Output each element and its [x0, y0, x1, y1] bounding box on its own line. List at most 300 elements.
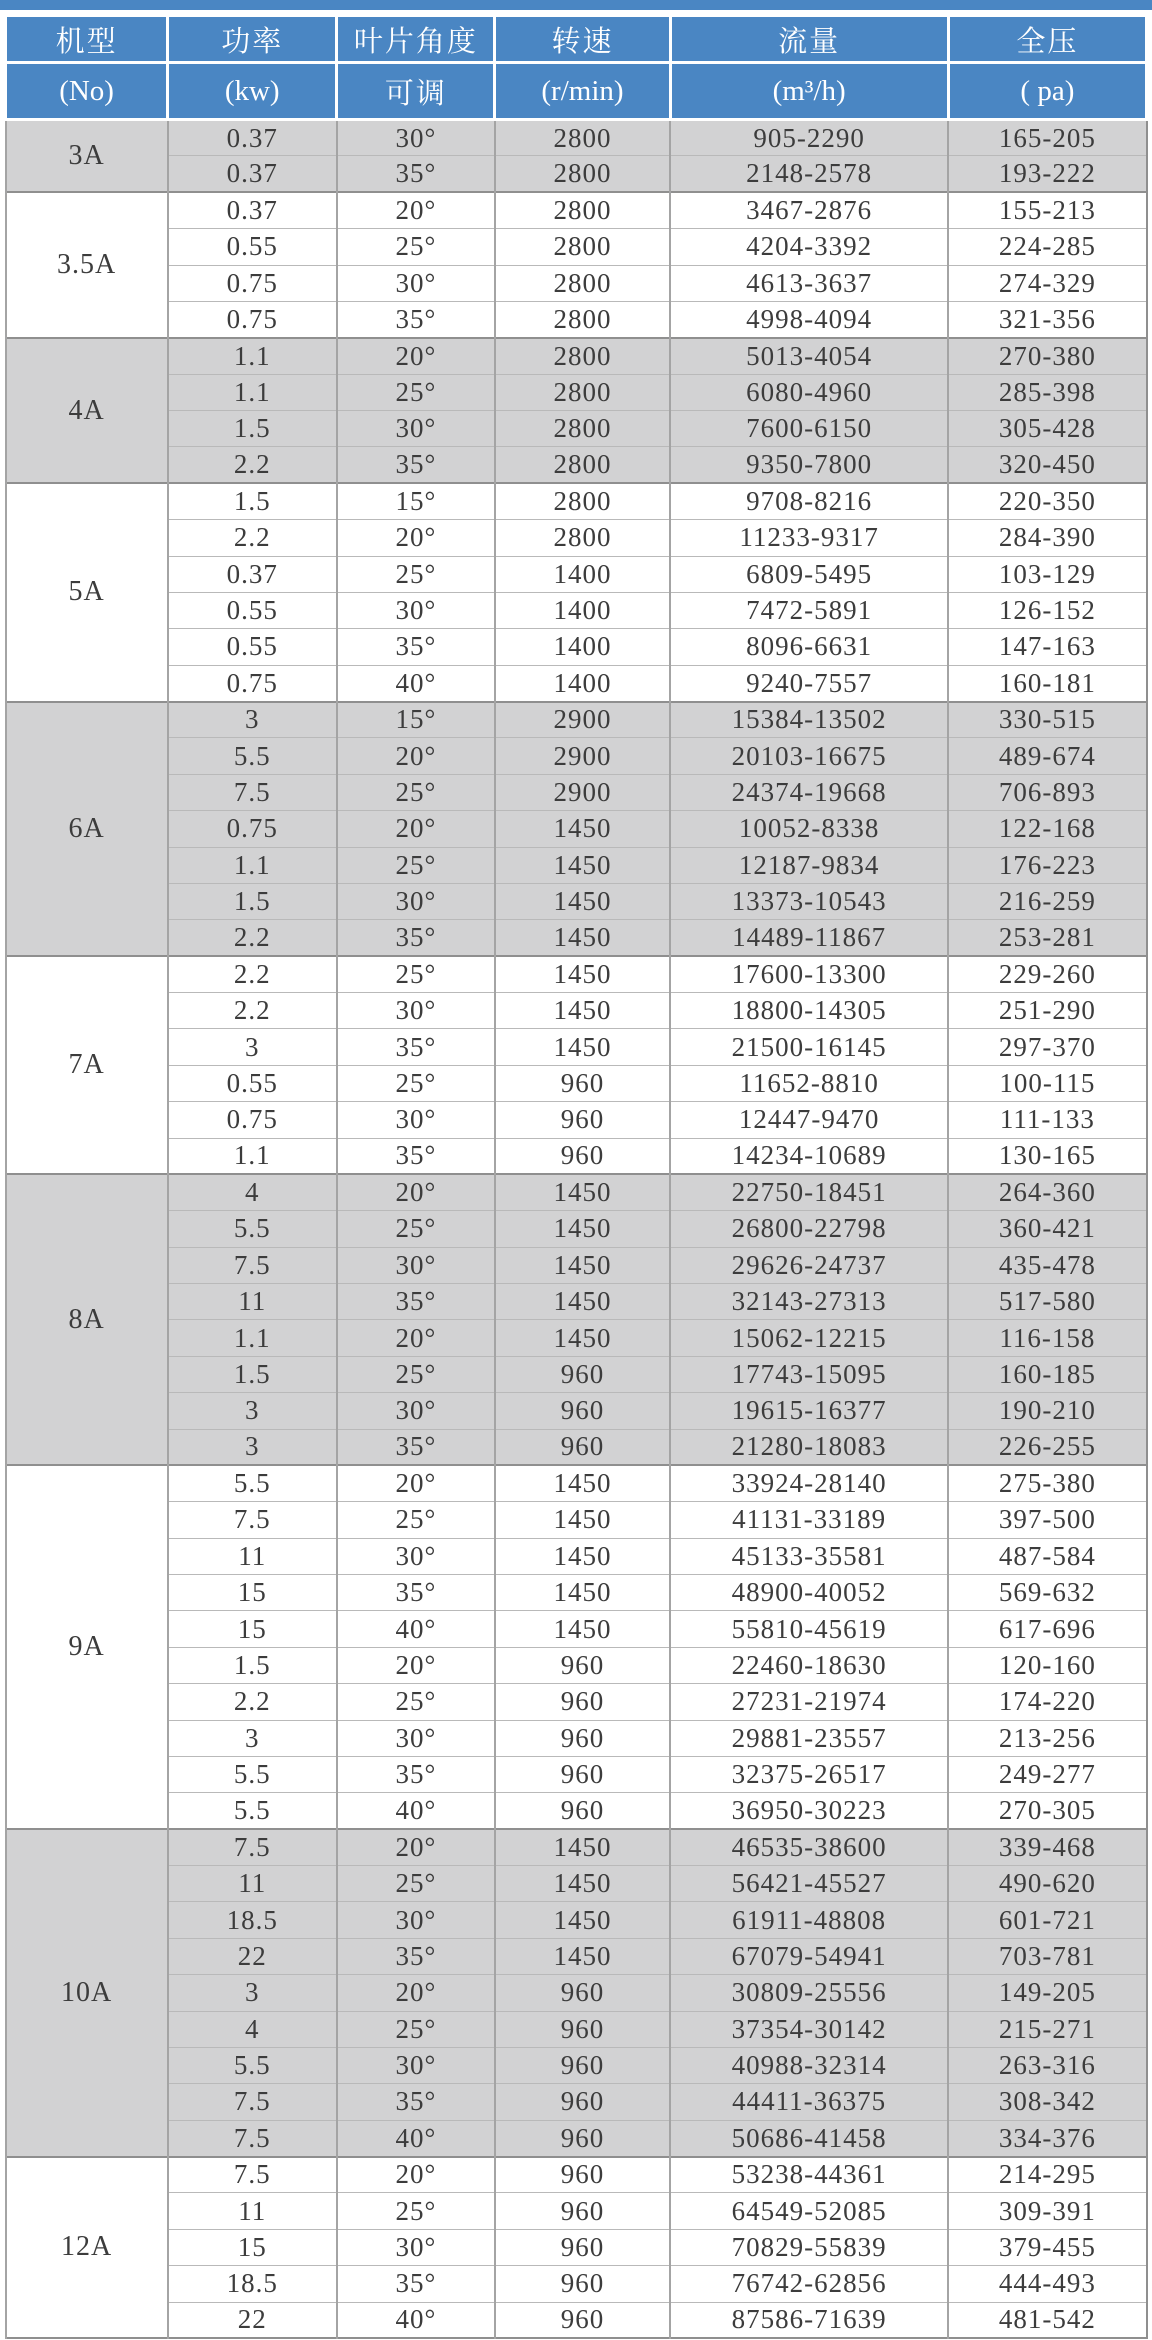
flow-cell: 4613-3637	[670, 265, 948, 301]
speed-cell: 960	[495, 1647, 670, 1683]
pressure-cell: 284-390	[948, 520, 1146, 556]
table-row	[6, 665, 1147, 701]
angle-cell: 35°	[337, 1575, 495, 1611]
angle-cell: 40°	[337, 2120, 495, 2156]
pressure-cell: 226-255	[948, 1429, 1146, 1465]
table-row	[6, 847, 1147, 883]
speed-cell: 960	[495, 2120, 670, 2156]
angle-cell: 35°	[337, 1756, 495, 1792]
speed-cell: 1450	[495, 1502, 670, 1538]
power-cell: 1.5	[168, 1647, 337, 1683]
pressure-cell: 224-285	[948, 229, 1146, 265]
speed-cell: 1450	[495, 1284, 670, 1320]
col-unit-pressure: ( pa)	[948, 63, 1146, 120]
flow-cell: 9240-7557	[670, 665, 948, 701]
pressure-cell: 444-493	[948, 2266, 1146, 2302]
power-cell: 1.1	[168, 374, 337, 410]
col-header-flow: 流量	[670, 16, 948, 63]
pressure-cell: 253-281	[948, 920, 1146, 956]
speed-cell: 1450	[495, 1465, 670, 1501]
speed-cell: 960	[495, 2084, 670, 2120]
power-cell: 7.5	[168, 2120, 337, 2156]
power-cell: 0.37	[168, 192, 337, 228]
model-cell: 8A	[6, 1174, 168, 1465]
angle-cell: 30°	[337, 1902, 495, 1938]
flow-cell: 7600-6150	[670, 411, 948, 447]
angle-cell: 35°	[337, 1029, 495, 1065]
flow-cell: 67079-54941	[670, 1938, 948, 1974]
table-row	[6, 1647, 1147, 1683]
angle-cell: 35°	[337, 920, 495, 956]
table-row	[6, 1611, 1147, 1647]
pressure-cell: 263-316	[948, 2047, 1146, 2083]
model-cell: 7A	[6, 956, 168, 1174]
power-cell: 3	[168, 1975, 337, 2011]
col-unit-model: (No)	[6, 63, 168, 120]
speed-cell: 960	[495, 2302, 670, 2338]
pressure-cell: 308-342	[948, 2084, 1146, 2120]
speed-cell: 1400	[495, 592, 670, 628]
angle-cell: 40°	[337, 1793, 495, 1829]
pressure-cell: 334-376	[948, 2120, 1146, 2156]
power-cell: 0.75	[168, 665, 337, 701]
table-row	[6, 1065, 1147, 1101]
speed-cell: 960	[495, 2266, 670, 2302]
table-row	[6, 1138, 1147, 1174]
power-cell: 3	[168, 1720, 337, 1756]
power-cell: 1.1	[168, 338, 337, 374]
pressure-cell: 165-205	[948, 120, 1146, 156]
pressure-cell: 190-210	[948, 1393, 1146, 1429]
angle-cell: 35°	[337, 1938, 495, 1974]
flow-cell: 20103-16675	[670, 738, 948, 774]
angle-cell: 15°	[337, 483, 495, 519]
speed-cell: 1450	[495, 956, 670, 992]
power-cell: 1.5	[168, 411, 337, 447]
speed-cell: 1400	[495, 556, 670, 592]
flow-cell: 29626-24737	[670, 1247, 948, 1283]
power-cell: 22	[168, 2302, 337, 2338]
speed-cell: 1400	[495, 665, 670, 701]
power-cell: 0.55	[168, 229, 337, 265]
angle-cell: 25°	[337, 1065, 495, 1101]
flow-cell: 5013-4054	[670, 338, 948, 374]
angle-cell: 25°	[337, 956, 495, 992]
angle-cell: 30°	[337, 2229, 495, 2265]
table-row	[6, 702, 1147, 738]
model-cell: 6A	[6, 702, 168, 957]
speed-cell: 2800	[495, 374, 670, 410]
table-row	[6, 1174, 1147, 1210]
speed-cell: 960	[495, 2193, 670, 2229]
speed-cell: 960	[495, 1720, 670, 1756]
power-cell: 15	[168, 2229, 337, 2265]
table-row	[6, 1575, 1147, 1611]
power-cell: 0.55	[168, 629, 337, 665]
angle-cell: 30°	[337, 2047, 495, 2083]
table-row	[6, 2047, 1147, 2083]
angle-cell: 20°	[337, 1174, 495, 1210]
pressure-cell: 116-158	[948, 1320, 1146, 1356]
speed-cell: 960	[495, 2229, 670, 2265]
power-cell: 7.5	[168, 1829, 337, 1865]
angle-cell: 35°	[337, 2084, 495, 2120]
speed-cell: 1450	[495, 1611, 670, 1647]
speed-cell: 960	[495, 1793, 670, 1829]
model-cell: 9A	[6, 1465, 168, 1829]
power-cell: 0.37	[168, 556, 337, 592]
angle-cell: 20°	[337, 811, 495, 847]
table-row	[6, 1029, 1147, 1065]
power-cell: 7.5	[168, 1247, 337, 1283]
pressure-cell: 487-584	[948, 1538, 1146, 1574]
flow-cell: 9708-8216	[670, 483, 948, 519]
flow-cell: 36950-30223	[670, 1793, 948, 1829]
pressure-cell: 213-256	[948, 1720, 1146, 1756]
flow-cell: 11652-8810	[670, 1065, 948, 1101]
pressure-cell: 517-580	[948, 1284, 1146, 1320]
col-unit-angle: 可调	[337, 63, 495, 120]
power-cell: 7.5	[168, 2157, 337, 2193]
flow-cell: 11233-9317	[670, 520, 948, 556]
table-row	[6, 265, 1147, 301]
angle-cell: 20°	[337, 192, 495, 228]
flow-cell: 19615-16377	[670, 1393, 948, 1429]
pressure-cell: 481-542	[948, 2302, 1146, 2338]
speed-cell: 1450	[495, 1938, 670, 1974]
table-row	[6, 2193, 1147, 2229]
pressure-cell: 569-632	[948, 1575, 1146, 1611]
table-row	[6, 1684, 1147, 1720]
pressure-cell: 270-305	[948, 1793, 1146, 1829]
angle-cell: 15°	[337, 702, 495, 738]
power-cell: 5.5	[168, 738, 337, 774]
model-cell: 5A	[6, 483, 168, 701]
speed-cell: 1450	[495, 1029, 670, 1065]
pressure-cell: 176-223	[948, 847, 1146, 883]
flow-cell: 2148-2578	[670, 156, 948, 192]
speed-cell: 960	[495, 2047, 670, 2083]
angle-cell: 35°	[337, 1138, 495, 1174]
col-header-model: 机型	[6, 16, 168, 63]
table-header	[6, 16, 1147, 120]
speed-cell: 2800	[495, 301, 670, 337]
pressure-cell: 120-160	[948, 1647, 1146, 1683]
power-cell: 15	[168, 1611, 337, 1647]
pressure-cell: 264-360	[948, 1174, 1146, 1210]
table-row	[6, 1465, 1147, 1501]
flow-cell: 46535-38600	[670, 1829, 948, 1865]
col-header-speed: 转速	[495, 16, 670, 63]
flow-cell: 13373-10543	[670, 883, 948, 919]
power-cell: 7.5	[168, 774, 337, 810]
table-row	[6, 411, 1147, 447]
speed-cell: 2800	[495, 120, 670, 156]
flow-cell: 7472-5891	[670, 592, 948, 628]
angle-cell: 20°	[337, 1647, 495, 1683]
angle-cell: 30°	[337, 993, 495, 1029]
flow-cell: 12447-9470	[670, 1102, 948, 1138]
pressure-cell: 330-515	[948, 702, 1146, 738]
table-row	[6, 920, 1147, 956]
power-cell: 3	[168, 1029, 337, 1065]
power-cell: 0.55	[168, 592, 337, 628]
angle-cell: 30°	[337, 265, 495, 301]
flow-cell: 3467-2876	[670, 192, 948, 228]
power-cell: 11	[168, 2193, 337, 2229]
power-cell: 0.37	[168, 120, 337, 156]
pressure-cell: 490-620	[948, 1866, 1146, 1902]
power-cell: 4	[168, 2011, 337, 2047]
pressure-cell: 321-356	[948, 301, 1146, 337]
speed-cell: 1450	[495, 1575, 670, 1611]
power-cell: 0.75	[168, 811, 337, 847]
table-row	[6, 1538, 1147, 1574]
angle-cell: 25°	[337, 229, 495, 265]
angle-cell: 40°	[337, 665, 495, 701]
angle-cell: 35°	[337, 629, 495, 665]
angle-cell: 40°	[337, 1611, 495, 1647]
angle-cell: 20°	[337, 2157, 495, 2193]
flow-cell: 50686-41458	[670, 2120, 948, 2156]
flow-cell: 8096-6631	[670, 629, 948, 665]
speed-cell: 2800	[495, 338, 670, 374]
flow-cell: 29881-23557	[670, 1720, 948, 1756]
pressure-cell: 160-185	[948, 1356, 1146, 1392]
speed-cell: 2900	[495, 774, 670, 810]
table-row	[6, 229, 1147, 265]
pressure-cell: 174-220	[948, 1684, 1146, 1720]
power-cell: 5.5	[168, 1211, 337, 1247]
table-row	[6, 1829, 1147, 1865]
flow-cell: 41131-33189	[670, 1502, 948, 1538]
angle-cell: 35°	[337, 447, 495, 483]
flow-cell: 24374-19668	[670, 774, 948, 810]
angle-cell: 25°	[337, 1866, 495, 1902]
power-cell: 5.5	[168, 2047, 337, 2083]
model-cell: 4A	[6, 338, 168, 484]
power-cell: 11	[168, 1538, 337, 1574]
table-row	[6, 956, 1147, 992]
pressure-cell: 275-380	[948, 1465, 1146, 1501]
angle-cell: 35°	[337, 1284, 495, 1320]
table-row	[6, 1429, 1147, 1465]
speed-cell: 960	[495, 1393, 670, 1429]
flow-cell: 44411-36375	[670, 2084, 948, 2120]
speed-cell: 1450	[495, 920, 670, 956]
pressure-cell: 193-222	[948, 156, 1146, 192]
angle-cell: 40°	[337, 2302, 495, 2338]
angle-cell: 35°	[337, 156, 495, 192]
power-cell: 3	[168, 702, 337, 738]
pressure-cell: 130-165	[948, 1138, 1146, 1174]
col-unit-speed: (r/min)	[495, 63, 670, 120]
speed-cell: 960	[495, 1429, 670, 1465]
model-cell: 3.5A	[6, 192, 168, 338]
pressure-cell: 397-500	[948, 1502, 1146, 1538]
col-header-angle: 叶片角度	[337, 16, 495, 63]
power-cell: 2.2	[168, 520, 337, 556]
pressure-cell: 155-213	[948, 192, 1146, 228]
pressure-cell: 274-329	[948, 265, 1146, 301]
speed-cell: 1400	[495, 629, 670, 665]
speed-cell: 960	[495, 1975, 670, 2011]
table-row	[6, 2157, 1147, 2193]
speed-cell: 2900	[495, 738, 670, 774]
angle-cell: 35°	[337, 1429, 495, 1465]
table-row	[6, 1284, 1147, 1320]
angle-cell: 30°	[337, 1393, 495, 1429]
table-row	[6, 1720, 1147, 1756]
table-row	[6, 1320, 1147, 1356]
table-row	[6, 447, 1147, 483]
flow-cell: 33924-28140	[670, 1465, 948, 1501]
speed-cell: 2800	[495, 520, 670, 556]
pressure-cell: 149-205	[948, 1975, 1146, 2011]
speed-cell: 960	[495, 1138, 670, 1174]
speed-cell: 1450	[495, 847, 670, 883]
speed-cell: 960	[495, 2157, 670, 2193]
table-row	[6, 2084, 1147, 2120]
angle-cell: 20°	[337, 1465, 495, 1501]
angle-cell: 30°	[337, 120, 495, 156]
table-row	[6, 1866, 1147, 1902]
power-cell: 18.5	[168, 1902, 337, 1938]
power-cell: 2.2	[168, 447, 337, 483]
angle-cell: 30°	[337, 1720, 495, 1756]
angle-cell: 25°	[337, 774, 495, 810]
speed-cell: 1450	[495, 1320, 670, 1356]
table-row	[6, 520, 1147, 556]
power-cell: 0.75	[168, 301, 337, 337]
angle-cell: 20°	[337, 738, 495, 774]
pressure-cell: 249-277	[948, 1756, 1146, 1792]
angle-cell: 30°	[337, 1247, 495, 1283]
power-cell: 22	[168, 1938, 337, 1974]
table-row	[6, 1938, 1147, 1974]
angle-cell: 30°	[337, 883, 495, 919]
flow-cell: 4998-4094	[670, 301, 948, 337]
col-unit-flow: (m³/h)	[670, 63, 948, 120]
flow-cell: 76742-62856	[670, 2266, 948, 2302]
pressure-cell: 229-260	[948, 956, 1146, 992]
angle-cell: 35°	[337, 2266, 495, 2302]
pressure-cell: 285-398	[948, 374, 1146, 410]
flow-cell: 37354-30142	[670, 2011, 948, 2047]
angle-cell: 35°	[337, 301, 495, 337]
flow-cell: 9350-7800	[670, 447, 948, 483]
table-row	[6, 1102, 1147, 1138]
flow-cell: 6080-4960	[670, 374, 948, 410]
flow-cell: 21500-16145	[670, 1029, 948, 1065]
table-row	[6, 156, 1147, 192]
speed-cell: 1450	[495, 1866, 670, 1902]
flow-cell: 48900-40052	[670, 1575, 948, 1611]
flow-cell: 30809-25556	[670, 1975, 948, 2011]
power-cell: 1.5	[168, 483, 337, 519]
flow-cell: 56421-45527	[670, 1866, 948, 1902]
speed-cell: 2800	[495, 483, 670, 519]
angle-cell: 20°	[337, 338, 495, 374]
table-row	[6, 192, 1147, 228]
model-cell: 3A	[6, 120, 168, 193]
table-row	[6, 483, 1147, 519]
table-row	[6, 338, 1147, 374]
speed-cell: 1450	[495, 811, 670, 847]
power-cell: 1.1	[168, 1320, 337, 1356]
table-row	[6, 811, 1147, 847]
pressure-cell: 103-129	[948, 556, 1146, 592]
model-cell: 12A	[6, 2157, 168, 2339]
power-cell: 2.2	[168, 993, 337, 1029]
speed-cell: 960	[495, 2011, 670, 2047]
power-cell: 5.5	[168, 1793, 337, 1829]
power-cell: 5.5	[168, 1756, 337, 1792]
flow-cell: 17600-13300	[670, 956, 948, 992]
pressure-cell: 251-290	[948, 993, 1146, 1029]
table-row	[6, 1975, 1147, 2011]
flow-cell: 40988-32314	[670, 2047, 948, 2083]
pressure-cell: 297-370	[948, 1029, 1146, 1065]
pressure-cell: 360-421	[948, 1211, 1146, 1247]
power-cell: 0.75	[168, 265, 337, 301]
power-cell: 7.5	[168, 2084, 337, 2120]
flow-cell: 55810-45619	[670, 1611, 948, 1647]
table-row	[6, 556, 1147, 592]
angle-cell: 30°	[337, 1538, 495, 1574]
table-row	[6, 629, 1147, 665]
speed-cell: 2800	[495, 156, 670, 192]
flow-cell: 18800-14305	[670, 993, 948, 1029]
power-cell: 1.5	[168, 883, 337, 919]
power-cell: 11	[168, 1284, 337, 1320]
power-cell: 0.75	[168, 1102, 337, 1138]
flow-cell: 10052-8338	[670, 811, 948, 847]
angle-cell: 25°	[337, 1356, 495, 1392]
power-cell: 11	[168, 1866, 337, 1902]
angle-cell: 20°	[337, 520, 495, 556]
table-body	[6, 120, 1147, 2339]
flow-cell: 905-2290	[670, 120, 948, 156]
pressure-cell: 339-468	[948, 1829, 1146, 1865]
table-row	[6, 1393, 1147, 1429]
flow-cell: 61911-48808	[670, 1902, 948, 1938]
table-row	[6, 592, 1147, 628]
flow-cell: 87586-71639	[670, 2302, 948, 2338]
pressure-cell: 111-133	[948, 1102, 1146, 1138]
fan-spec-table	[4, 14, 1148, 2339]
flow-cell: 15062-12215	[670, 1320, 948, 1356]
table-row	[6, 2266, 1147, 2302]
speed-cell: 2800	[495, 447, 670, 483]
speed-cell: 960	[495, 1684, 670, 1720]
flow-cell: 21280-18083	[670, 1429, 948, 1465]
table-row	[6, 1211, 1147, 1247]
speed-cell: 960	[495, 1065, 670, 1101]
speed-cell: 960	[495, 1102, 670, 1138]
flow-cell: 64549-52085	[670, 2193, 948, 2229]
power-cell: 1.1	[168, 847, 337, 883]
angle-cell: 30°	[337, 1102, 495, 1138]
speed-cell: 1450	[495, 1211, 670, 1247]
table-row	[6, 774, 1147, 810]
speed-cell: 2800	[495, 265, 670, 301]
pressure-cell: 126-152	[948, 592, 1146, 628]
power-cell: 3	[168, 1393, 337, 1429]
angle-cell: 25°	[337, 2193, 495, 2229]
flow-cell: 22750-18451	[670, 1174, 948, 1210]
power-cell: 0.37	[168, 156, 337, 192]
